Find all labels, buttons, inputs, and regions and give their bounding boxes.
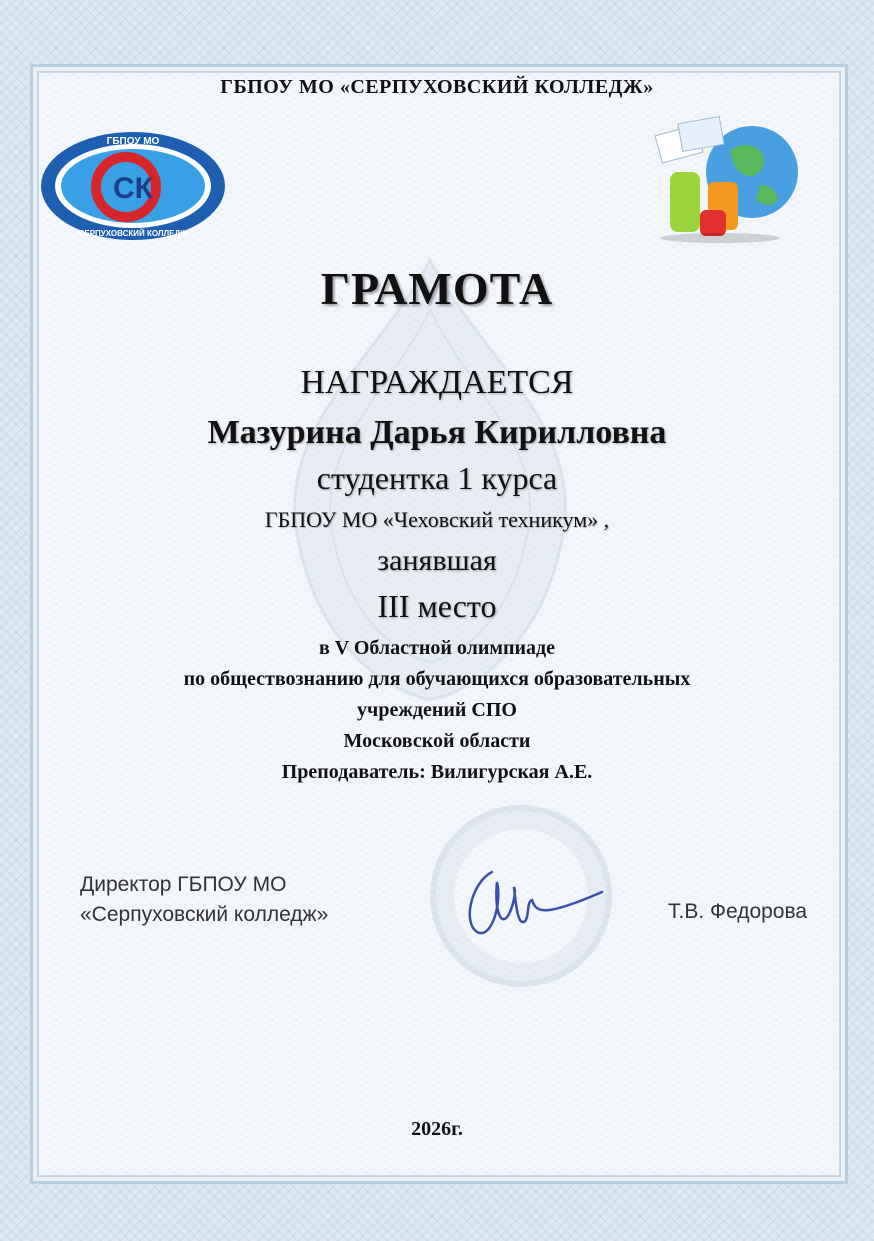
travel-illustration <box>640 110 800 245</box>
awarded-label: НАГРАЖДАЕТСЯ <box>300 364 574 401</box>
college-logo <box>38 130 228 242</box>
logo-ring-top: ГБПОУ МО <box>106 136 160 147</box>
olympiad-line: по обществознанию для обучающихся образовательных <box>183 668 691 690</box>
student-course: студентка 1 курса <box>316 460 558 496</box>
took-label: занявшая <box>377 544 497 577</box>
certificate-title: ГРАМОТА <box>320 263 554 314</box>
institution: ГБПОУ МО «Чеховский техникум» , <box>264 507 610 532</box>
olympiad-line: учреждений СПО <box>357 699 517 721</box>
director-name: Т.В. Федорова <box>668 900 808 923</box>
college-header: ГБПОУ МО «СЕРПУХОВСКИЙ КОЛЛЕДЖ» <box>220 76 654 98</box>
director-title <box>80 870 328 930</box>
olympiad-line: в V Областной олимпиаде <box>318 637 556 659</box>
logo-monogram: СК <box>113 172 153 205</box>
olympiad-line: Московской области <box>343 730 531 752</box>
director-title-line2: «Серпуховский колледж» <box>80 903 329 926</box>
director-title-line1: Директор ГБПОУ МО <box>80 873 287 896</box>
place-label: III место <box>377 588 497 624</box>
logo-ring-bottom: СЕРПУХОВСКИЙ КОЛЛЕДЖ <box>78 229 188 238</box>
recipient-name: Мазурина Дарья Кирилловна <box>207 414 667 451</box>
handwritten-signature <box>452 852 612 942</box>
teacher-line: Преподаватель: Вилигурская А.Е. <box>281 761 593 783</box>
certificate-year: 2026г. <box>411 1118 463 1140</box>
